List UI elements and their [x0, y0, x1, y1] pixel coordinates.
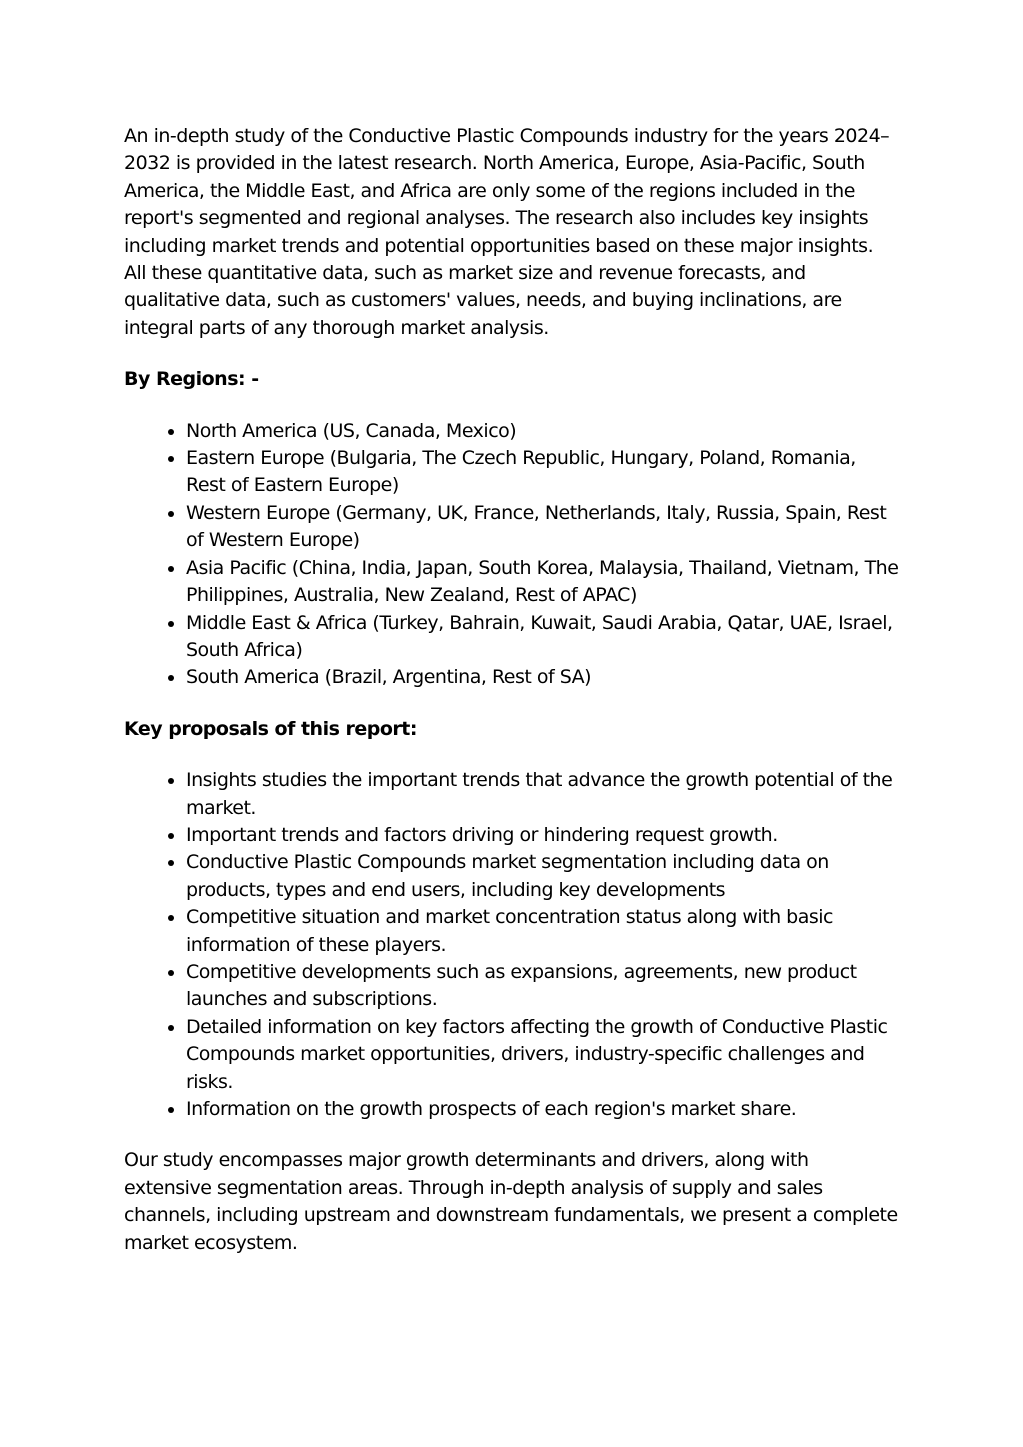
regions-list — [124, 418, 899, 692]
list-item: • North America (US, Canada, Mexico) — [186, 418, 899, 445]
list-item: • Important trends and factors driving or hindering request growth. — [186, 822, 899, 849]
list-item: • Asia Pacific (China, India, Japan, South Korea, Malaysia, Thailand, Vietnam, The Philippines, Australia, New Zealand, Rest of APAC) — [186, 555, 899, 610]
proposals-heading: Key proposals of this report: — [124, 717, 417, 740]
list-item: • Detailed information on key factors affecting the growth of Conductive Plastic Compounds market opportunities, drivers, industry-specific challenges and risks. — [186, 1014, 899, 1096]
list-item: • Insights studies the important trends that advance the growth potential of the market. — [186, 767, 899, 822]
list-item: • Information on the growth prospects of each region's market share. — [186, 1096, 899, 1123]
regions-heading: By Regions: - — [124, 368, 259, 391]
proposals-list — [124, 767, 899, 1123]
list-item: • Competitive developments such as expansions, agreements, new product launches and subscriptions. — [186, 959, 899, 1014]
list-item: • Conductive Plastic Compounds market segmentation including data on products, types and end users, including key developments — [186, 849, 899, 904]
list-item: • Middle East & Africa (Turkey, Bahrain, Kuwait, Saudi Arabia, Qatar, UAE, Israel, South Africa) — [186, 610, 899, 665]
list-item: • South America (Brazil, Argentina, Rest of SA) — [186, 664, 899, 691]
list-item: • Western Europe (Germany, UK, France, Netherlands, Italy, Russia, Spain, Rest of Western Europe) — [186, 500, 899, 555]
closing-paragraph: Our study encompasses major growth determinants and drivers, along with extensive segmentation areas. Through in-depth analysis of supply and sales channels, including upstream and downstream fundamentals, we present a complete market ecosystem. — [124, 1149, 898, 1254]
intro-paragraph: An in-depth study of the Conductive Plastic Compounds industry for the years 2024–2032 is provided in the latest research. North America, Europe, Asia-Pacific, South America, the Middle East, and Africa are only some of the regions included in the report's segmented and regional analyses. The research also includes key insights including market trends and potential opportunities based on these major insights. All these quantitative data, such as market size and revenue forecasts, and qualitative data, such as customers' values, needs, and buying inclinations, are integral parts of any thorough market analysis. — [124, 125, 890, 339]
list-item: • Competitive situation and market concentration status along with basic information of these players. — [186, 904, 899, 959]
list-item: • Eastern Europe (Bulgaria, The Czech Republic, Hungary, Poland, Romania, Rest of Eastern Europe) — [186, 445, 899, 500]
document-page — [124, 123, 899, 1257]
